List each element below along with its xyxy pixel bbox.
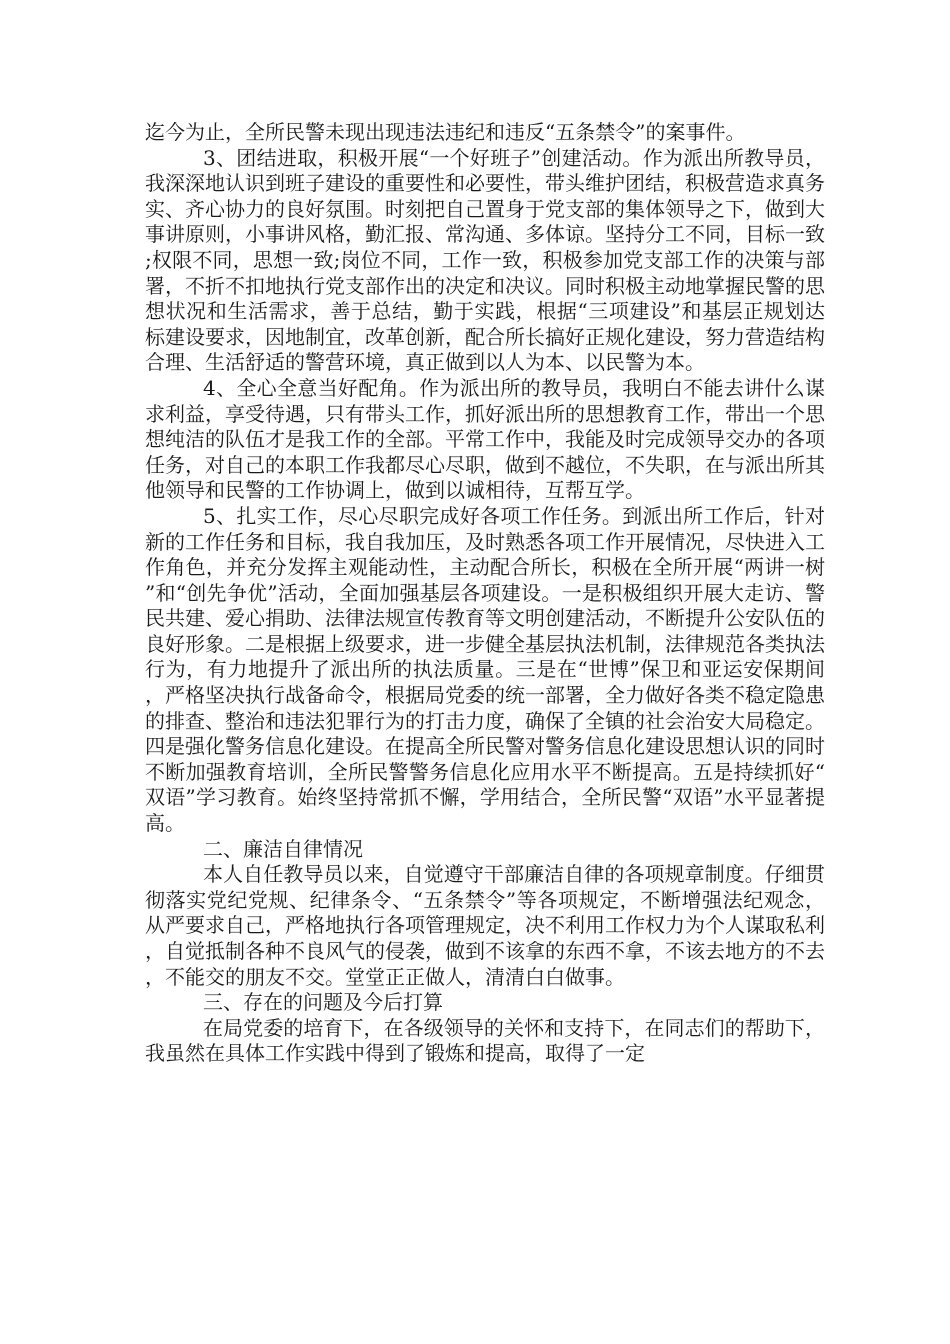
section-heading-integrity: 二、廉洁自律情况 bbox=[203, 836, 363, 861]
section-heading-problems: 三、存在的问题及今后打算 bbox=[203, 990, 443, 1015]
paragraph-integrity: 本人自任教导员以来，自觉遵守干部廉洁自律的各项规章制度。仔细贯彻落实党纪党规、纪律条令、“五条禁令”等各项规定，不断增强法纪观念，从严要求自己，严格地执行各项管理规定，决不利用工作权力为个人谋取私利，自觉抵制各种不良风气的侵袭，做到不该拿的东西不拿，不该去地方的不去，不能交的朋友不交。堂堂正正做人，清清白白做事。 bbox=[145, 862, 825, 989]
paragraph-item-3: 3、团结进取，积极开展“一个好班子”创建活动。作为派出所教导员，我深深地认识到班子建设的重要性和必要性，带头维护团结，积极营造求真务实、齐心协力的良好氛围。时刻把自己置身于党支部的集体领导之下，做到大事讲原则，小事讲风格，勤汇报、常沟通、多体谅。坚持分工不同，目标一致;权限不同，思想一致;岗位不同，工作一致，积极参加党支部工作的决策与部署，不折不扣地执行党支部作出的决定和决议。同时积极主动地掌握民警的思想状况和生活需求，善于总结，勤于实践，根据“三项建设”和基层正规划达标建设要求，因地制宜，改革创新，配合所长搞好正规化建设，努力营造结构合理、生活舒适的警营环境，真正做到以人为本、以民警为本。 bbox=[145, 145, 825, 375]
paragraph-item-5: 5、扎实工作，尽心尽职完成好各项工作任务。到派出所工作后，针对新的工作任务和目标，我自我加压，及时熟悉各项工作开展情况，尽快进入工作角色，并充分发挥主观能动性，主动配合所长，积极在全所开展“两讲一树”和“创先争优”活动，全面加强基层各项建设。一是积极组织开展大走访、警民共建、爱心捐助、法律法规宣传教育等文明创建活动，不断提升公安队伍的良好形象。二是根据上级要求，进一步健全基层执法机制，法律规范各类执法行为，有力地提升了派出所的执法质量。三是在“世博”保卫和亚运安保期间，严格坚决执行战备命令，根据局党委的统一部署，全力做好各类不稳定隐患的排查、整治和违法犯罪行为的打击力度，确保了全镇的社会治安大局稳定。四是强化警务信息化建设。在提高全所民警对警务信息化建设思想认识的同时不断加强教育培训，全所民警警务信息化应用水平不断提高。五是持续抓好“双语”学习教育。始终坚持常抓不懈，学用结合，全所民警“双语”水平显著提高。 bbox=[145, 503, 825, 836]
document-page bbox=[145, 120, 825, 1067]
paragraph-continuation: 迄今为止，全所民警未现出现违法违纪和违反“五条禁令”的案事件。 bbox=[145, 120, 746, 144]
paragraph-item-4: 4、全心全意当好配角。作为派出所的教导员，我明白不能去讲什么谋求利益，享受待遇，只有带头工作，抓好派出所的思想教育工作，带出一个思想纯洁的队伍才是我工作的全部。平常工作中，我能及时完成领导交办的各项任务，对自己的本职工作我都尽心尽职，做到不越位，不失职，在与派出所其他领导和民警的工作协调上，做到以诚相待，互帮互学。 bbox=[145, 375, 825, 503]
paragraph-problems: 在局党委的培育下，在各级领导的关怀和支持下，在同志们的帮助下，我虽然在具体工作实践中得到了锻炼和提高，取得了一定 bbox=[145, 1015, 825, 1066]
